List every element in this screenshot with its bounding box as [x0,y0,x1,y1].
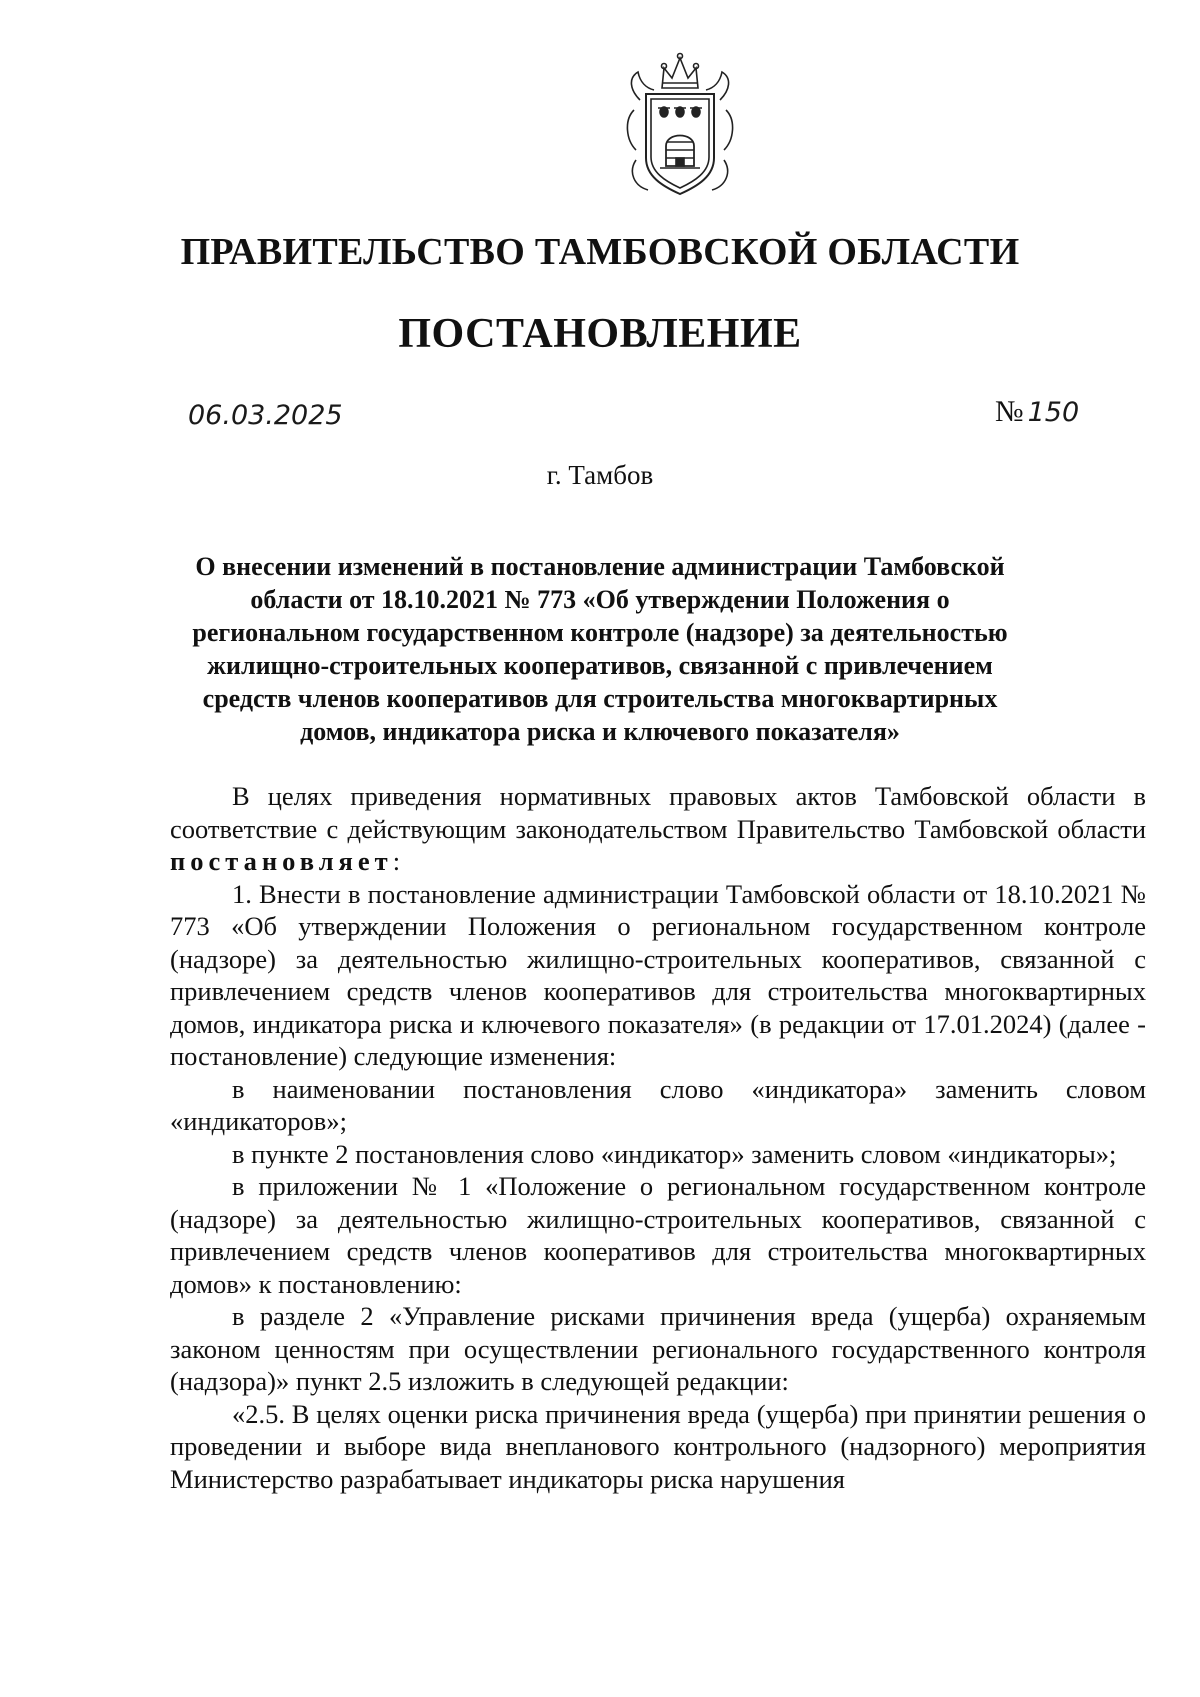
document-type: ПОСТАНОВЛЕНИЕ [398,311,802,357]
coat-of-arms-icon [620,50,740,198]
paragraph-item-1: 1. Внести в постановление администрации Тамбовской области от 18.10.2021 № 773 «Об утверждении Положения о региональном государственном контроле (надзоре) за деятельностью жилищно-строительных кооперативов, связанной с привлечением средств членов кооперативов для строительства многоквартирных домов, индикатора риска и ключевого показателя» (в редакции от 17.01.2024) (далее - постановление) следующие изменения: [170,878,1146,1071]
document-subject: О внесении изменений в постановление администрации Тамбовской области от 18.10.2021 № 773 «Об утверждении Положения о региональном государственном контроле (надзоре) за деятельностью жилищно-строительных кооперативов, связанной с привлечением средств членов кооперативов для строительства многоквартирных домов, индикатора риска и ключевого показателя» [192,552,1008,746]
document-number [995,395,1079,429]
paragraph-section2: в разделе 2 «Управление рисками причинения вреда (ущерба) охраняемым законом ценностям при осуществлении регионального государственного контроля (надзора)» пункт 2.5 изложить в следующей редакции: [170,1301,1146,1396]
paragraph-appendix1: в приложении № 1 «Положение о региональном государственном контроле (надзоре) за деятельностью жилищно-строительных кооперативов, связанной с привлечением средств членов кооперативов для строительства многоквартирных домов» к постановлению: [170,1171,1146,1299]
paragraph-point-2-5: «2.5. В целях оценки риска причинения вреда (ущерба) при принятии решения о проведении и выборе вида внепланового контрольного (надзорного) мероприятия Министерство разрабатывает индикаторы риска нарушения [170,1398,1146,1494]
city: г. Тамбов [546,460,654,490]
paragraph-title-change: в наименовании постановления слово «индикатора» заменить словом «индикаторов»; [170,1073,1146,1136]
handwritten-date: 06.03.2025 [188,400,343,431]
handwritten-number: 150 [1027,397,1080,428]
document-body [170,780,1146,1495]
organization-title: ПРАВИТЕЛЬСТВО ТАМБОВСКОЙ ОБЛАСТИ [180,231,1020,273]
paragraph-preamble: В целях приведения нормативных правовых актов Тамбовской области в соответствие с действующим законодательством Правительство Тамбовской области постановляет: [170,781,1146,876]
resolves-word: постановляет [170,846,393,876]
number-sign: № [995,395,1024,428]
paragraph-point2-change: в пункте 2 постановления слово «индикатор» заменить словом «индикаторы»; [232,1138,1117,1169]
